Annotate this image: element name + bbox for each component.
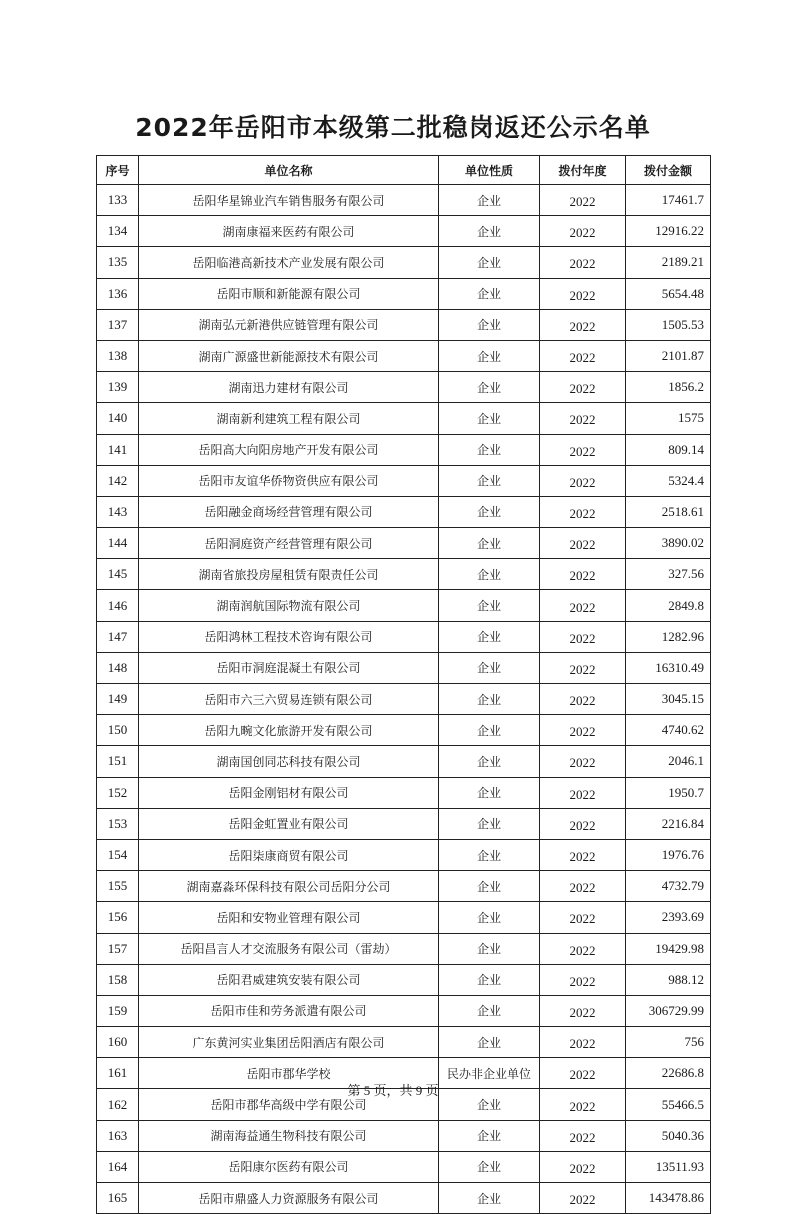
table-row (97, 185, 711, 216)
cell-payment-year: 2022 (540, 465, 626, 496)
cell-index: 133 (97, 185, 139, 216)
header-unit-name: 单位名称 (139, 156, 439, 185)
table-row (97, 1027, 711, 1058)
cell-index: 160 (97, 1027, 139, 1058)
cell-index: 163 (97, 1120, 139, 1151)
table-row (97, 715, 711, 746)
cell-index: 147 (97, 621, 139, 652)
cell-payment-year: 2022 (540, 995, 626, 1026)
cell-payment-year: 2022 (540, 808, 626, 839)
cell-payment-amount: 2046.1 (626, 746, 711, 777)
cell-index: 144 (97, 528, 139, 559)
cell-unit-name: 岳阳金刚铝材有限公司 (139, 777, 439, 808)
table-row (97, 746, 711, 777)
table-row (97, 278, 711, 309)
cell-index: 155 (97, 871, 139, 902)
cell-index: 164 (97, 1151, 139, 1182)
cell-payment-year: 2022 (540, 434, 626, 465)
cell-payment-year: 2022 (540, 871, 626, 902)
cell-unit-name: 湖南省旅投房屋租赁有限责任公司 (139, 559, 439, 590)
cell-payment-amount: 2189.21 (626, 247, 711, 278)
cell-unit-name: 湖南海益通生物科技有限公司 (139, 1120, 439, 1151)
cell-unit-type: 企业 (439, 340, 540, 371)
cell-payment-amount: 2101.87 (626, 340, 711, 371)
cell-unit-type: 企业 (439, 247, 540, 278)
cell-unit-type: 企业 (439, 403, 540, 434)
cell-index: 146 (97, 590, 139, 621)
cell-payment-year: 2022 (540, 1027, 626, 1058)
cell-unit-name: 湖南广源盛世新能源技术有限公司 (139, 340, 439, 371)
table-row (97, 372, 711, 403)
cell-index: 152 (97, 777, 139, 808)
header-payment-year: 拨付年度 (540, 156, 626, 185)
table-row (97, 1151, 711, 1182)
cell-payment-year: 2022 (540, 1151, 626, 1182)
cell-payment-year: 2022 (540, 1089, 626, 1120)
cell-unit-type: 企业 (439, 1120, 540, 1151)
cell-index: 157 (97, 933, 139, 964)
cell-payment-year: 2022 (540, 1183, 626, 1214)
cell-unit-type: 企业 (439, 590, 540, 621)
cell-index: 145 (97, 559, 139, 590)
cell-unit-type: 企业 (439, 902, 540, 933)
cell-unit-name: 岳阳市友谊华侨物资供应有限公司 (139, 465, 439, 496)
cell-payment-amount: 143478.86 (626, 1183, 711, 1214)
cell-payment-amount: 1282.96 (626, 621, 711, 652)
cell-unit-name: 岳阳洞庭资产经营管理有限公司 (139, 528, 439, 559)
cell-payment-year: 2022 (540, 185, 626, 216)
cell-payment-year: 2022 (540, 1120, 626, 1151)
cell-unit-type: 企业 (439, 559, 540, 590)
cell-index: 138 (97, 340, 139, 371)
cell-payment-amount: 5654.48 (626, 278, 711, 309)
cell-payment-amount: 22686.8 (626, 1058, 711, 1089)
cell-payment-year: 2022 (540, 746, 626, 777)
cell-payment-amount: 17461.7 (626, 185, 711, 216)
cell-unit-name: 岳阳昌言人才交流服务有限公司（雷劫） (139, 933, 439, 964)
cell-unit-type: 企业 (439, 372, 540, 403)
cell-unit-type: 企业 (439, 933, 540, 964)
cell-payment-amount: 5040.36 (626, 1120, 711, 1151)
cell-unit-name: 湖南嘉淼环保科技有限公司岳阳分公司 (139, 871, 439, 902)
cell-unit-name: 湖南迅力建材有限公司 (139, 372, 439, 403)
cell-index: 159 (97, 995, 139, 1026)
cell-payment-amount: 4740.62 (626, 715, 711, 746)
cell-payment-amount: 12916.22 (626, 216, 711, 247)
cell-unit-name: 湖南康福来医药有限公司 (139, 216, 439, 247)
cell-unit-name: 岳阳华星锦业汽车销售服务有限公司 (139, 185, 439, 216)
cell-unit-type: 企业 (439, 871, 540, 902)
cell-unit-type: 企业 (439, 684, 540, 715)
page-footer: 第 5 页，共 9 页 (347, 1083, 439, 1098)
cell-unit-type: 企业 (439, 1089, 540, 1120)
cell-unit-type: 企业 (439, 1027, 540, 1058)
cell-payment-amount: 4732.79 (626, 871, 711, 902)
cell-unit-name: 湖南新利建筑工程有限公司 (139, 403, 439, 434)
cell-payment-amount: 55466.5 (626, 1089, 711, 1120)
cell-index: 141 (97, 434, 139, 465)
table-row (97, 340, 711, 371)
cell-index: 156 (97, 902, 139, 933)
table-row (97, 684, 711, 715)
cell-payment-year: 2022 (540, 839, 626, 870)
cell-unit-type: 企业 (439, 496, 540, 527)
cell-index: 165 (97, 1183, 139, 1214)
table-row (97, 1120, 711, 1151)
table-row (97, 964, 711, 995)
cell-unit-type: 企业 (439, 652, 540, 683)
cell-unit-name: 岳阳高大向阳房地产开发有限公司 (139, 434, 439, 465)
cell-unit-type: 企业 (439, 964, 540, 995)
cell-unit-type: 企业 (439, 309, 540, 340)
table-row (97, 808, 711, 839)
cell-unit-type: 企业 (439, 715, 540, 746)
cell-payment-amount: 19429.98 (626, 933, 711, 964)
cell-unit-type: 企业 (439, 528, 540, 559)
cell-unit-name: 岳阳鸿林工程技术咨询有限公司 (139, 621, 439, 652)
table-row (97, 1183, 711, 1214)
cell-payment-amount: 3045.15 (626, 684, 711, 715)
cell-payment-amount: 13511.93 (626, 1151, 711, 1182)
cell-unit-type: 企业 (439, 995, 540, 1026)
table-row (97, 590, 711, 621)
cell-payment-amount: 1575 (626, 403, 711, 434)
cell-unit-type: 企业 (439, 216, 540, 247)
cell-index: 154 (97, 839, 139, 870)
cell-unit-type: 企业 (439, 839, 540, 870)
cell-unit-type: 企业 (439, 808, 540, 839)
cell-unit-name: 湖南国创同芯科技有限公司 (139, 746, 439, 777)
cell-payment-year: 2022 (540, 902, 626, 933)
cell-unit-name: 岳阳融金商场经营管理有限公司 (139, 496, 439, 527)
cell-payment-year: 2022 (540, 964, 626, 995)
cell-payment-year: 2022 (540, 621, 626, 652)
table-row (97, 528, 711, 559)
cell-payment-year: 2022 (540, 933, 626, 964)
cell-index: 135 (97, 247, 139, 278)
cell-unit-name: 湖南弘元新港供应链管理有限公司 (139, 309, 439, 340)
cell-unit-name: 岳阳市郡华学校 (139, 1058, 439, 1089)
cell-payment-amount: 988.12 (626, 964, 711, 995)
table-row (97, 995, 711, 1026)
cell-unit-name: 岳阳市佳和劳务派遣有限公司 (139, 995, 439, 1026)
cell-unit-name: 岳阳康尔医药有限公司 (139, 1151, 439, 1182)
cell-payment-amount: 327.56 (626, 559, 711, 590)
cell-unit-name: 岳阳柒康商贸有限公司 (139, 839, 439, 870)
table-row (97, 496, 711, 527)
cell-unit-type: 企业 (439, 278, 540, 309)
cell-payment-amount: 306729.99 (626, 995, 711, 1026)
cell-unit-name: 岳阳和安物业管理有限公司 (139, 902, 439, 933)
cell-index: 161 (97, 1058, 139, 1089)
cell-payment-amount: 3890.02 (626, 528, 711, 559)
cell-unit-type: 企业 (439, 434, 540, 465)
table-row (97, 652, 711, 683)
cell-payment-year: 2022 (540, 528, 626, 559)
cell-payment-year: 2022 (540, 247, 626, 278)
table-header-row (97, 156, 711, 185)
cell-payment-amount: 16310.49 (626, 652, 711, 683)
cell-payment-year: 2022 (540, 496, 626, 527)
cell-unit-name: 岳阳市鼎盛人力资源服务有限公司 (139, 1183, 439, 1214)
cell-unit-name: 湖南润航国际物流有限公司 (139, 590, 439, 621)
cell-payment-amount: 1856.2 (626, 372, 711, 403)
cell-index: 153 (97, 808, 139, 839)
cell-unit-type: 企业 (439, 777, 540, 808)
cell-unit-name: 岳阳市顺和新能源有限公司 (139, 278, 439, 309)
cell-payment-amount: 756 (626, 1027, 711, 1058)
cell-index: 151 (97, 746, 139, 777)
table-row (97, 839, 711, 870)
cell-index: 137 (97, 309, 139, 340)
cell-unit-type: 民办非企业单位 (439, 1058, 540, 1089)
cell-payment-year: 2022 (540, 278, 626, 309)
cell-index: 142 (97, 465, 139, 496)
cell-unit-name: 岳阳金虹置业有限公司 (139, 808, 439, 839)
table-row (97, 403, 711, 434)
table-body (97, 185, 711, 1214)
table-row (97, 871, 711, 902)
cell-unit-name: 岳阳九畹文化旅游开发有限公司 (139, 715, 439, 746)
table-row (97, 559, 711, 590)
cell-payment-amount: 1976.76 (626, 839, 711, 870)
cell-unit-name: 岳阳市六三六贸易连锁有限公司 (139, 684, 439, 715)
table-row (97, 465, 711, 496)
header-unit-type: 单位性质 (439, 156, 540, 185)
cell-unit-name: 岳阳君威建筑安装有限公司 (139, 964, 439, 995)
cell-unit-type: 企业 (439, 185, 540, 216)
cell-unit-type: 企业 (439, 465, 540, 496)
cell-unit-name: 岳阳市郡华高级中学有限公司 (139, 1089, 439, 1120)
table-row (97, 216, 711, 247)
cell-index: 140 (97, 403, 139, 434)
cell-index: 134 (97, 216, 139, 247)
recipient-table (96, 155, 711, 1214)
cell-unit-type: 企业 (439, 746, 540, 777)
cell-payment-amount: 5324.4 (626, 465, 711, 496)
cell-payment-year: 2022 (540, 340, 626, 371)
cell-index: 149 (97, 684, 139, 715)
cell-payment-year: 2022 (540, 777, 626, 808)
cell-payment-amount: 2216.84 (626, 808, 711, 839)
cell-index: 136 (97, 278, 139, 309)
cell-payment-year: 2022 (540, 559, 626, 590)
cell-payment-year: 2022 (540, 216, 626, 247)
table-row (97, 933, 711, 964)
table-row (97, 902, 711, 933)
cell-unit-name: 广东黄河实业集团岳阳酒店有限公司 (139, 1027, 439, 1058)
table-row (97, 621, 711, 652)
cell-index: 150 (97, 715, 139, 746)
cell-payment-year: 2022 (540, 1058, 626, 1089)
cell-payment-year: 2022 (540, 652, 626, 683)
cell-payment-year: 2022 (540, 684, 626, 715)
cell-unit-type: 企业 (439, 621, 540, 652)
cell-payment-year: 2022 (540, 590, 626, 621)
cell-payment-amount: 809.14 (626, 434, 711, 465)
cell-index: 162 (97, 1089, 139, 1120)
cell-unit-type: 企业 (439, 1183, 540, 1214)
cell-index: 143 (97, 496, 139, 527)
cell-payment-year: 2022 (540, 403, 626, 434)
cell-index: 139 (97, 372, 139, 403)
cell-unit-name: 岳阳临港高新技术产业发展有限公司 (139, 247, 439, 278)
cell-payment-amount: 2518.61 (626, 496, 711, 527)
cell-payment-year: 2022 (540, 372, 626, 403)
document-title: 2022年岳阳市本级第二批稳岗返还公示名单 (135, 113, 651, 142)
cell-unit-name: 岳阳市洞庭混凝土有限公司 (139, 652, 439, 683)
header-index: 序号 (97, 156, 139, 185)
cell-payment-amount: 2849.8 (626, 590, 711, 621)
cell-payment-year: 2022 (540, 715, 626, 746)
cell-payment-amount: 1950.7 (626, 777, 711, 808)
cell-index: 158 (97, 964, 139, 995)
table-row (97, 777, 711, 808)
cell-payment-year: 2022 (540, 309, 626, 340)
cell-index: 148 (97, 652, 139, 683)
cell-payment-amount: 2393.69 (626, 902, 711, 933)
header-payment-amount: 拨付金额 (626, 156, 711, 185)
table-row (97, 434, 711, 465)
cell-payment-amount: 1505.53 (626, 309, 711, 340)
table-row (97, 247, 711, 278)
table-row (97, 309, 711, 340)
cell-unit-type: 企业 (439, 1151, 540, 1182)
